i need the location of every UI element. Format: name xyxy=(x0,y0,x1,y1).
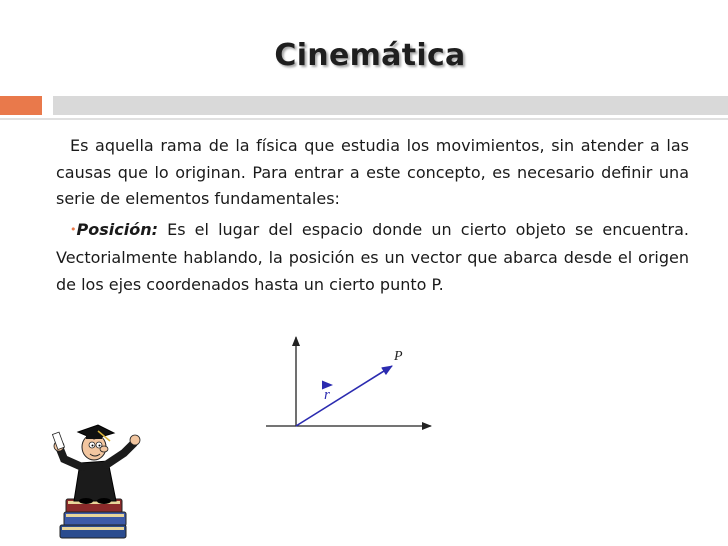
slide-body xyxy=(56,133,689,298)
point-label: P xyxy=(394,349,403,364)
bullet-position xyxy=(56,217,689,299)
vector-label: r xyxy=(324,387,330,403)
position-vector xyxy=(296,366,392,426)
title-divider-line xyxy=(0,118,728,120)
accent-block xyxy=(0,96,42,115)
bullet-text: Es el lugar del espacio donde un cierto objeto se encuentra. Vectorialmente hablando, la posición es un vector que abarca desde el origen de los ejes coordenados hasta un cierto punto P. xyxy=(56,219,689,294)
title-divider-bar xyxy=(53,96,728,115)
position-vector-diagram xyxy=(258,330,438,436)
bullet-icon: • xyxy=(70,222,77,236)
graduate-on-books-icon xyxy=(46,405,146,541)
bullet-term: Posición: xyxy=(76,219,158,239)
intro-paragraph: Es aquella rama de la física que estudia los movimientos, sin atender a las causas que lo originan. Para entrar a este concepto, es necesario definir una serie de elementos fundamentales: xyxy=(56,136,689,208)
slide-title: Cinemática xyxy=(274,38,466,73)
